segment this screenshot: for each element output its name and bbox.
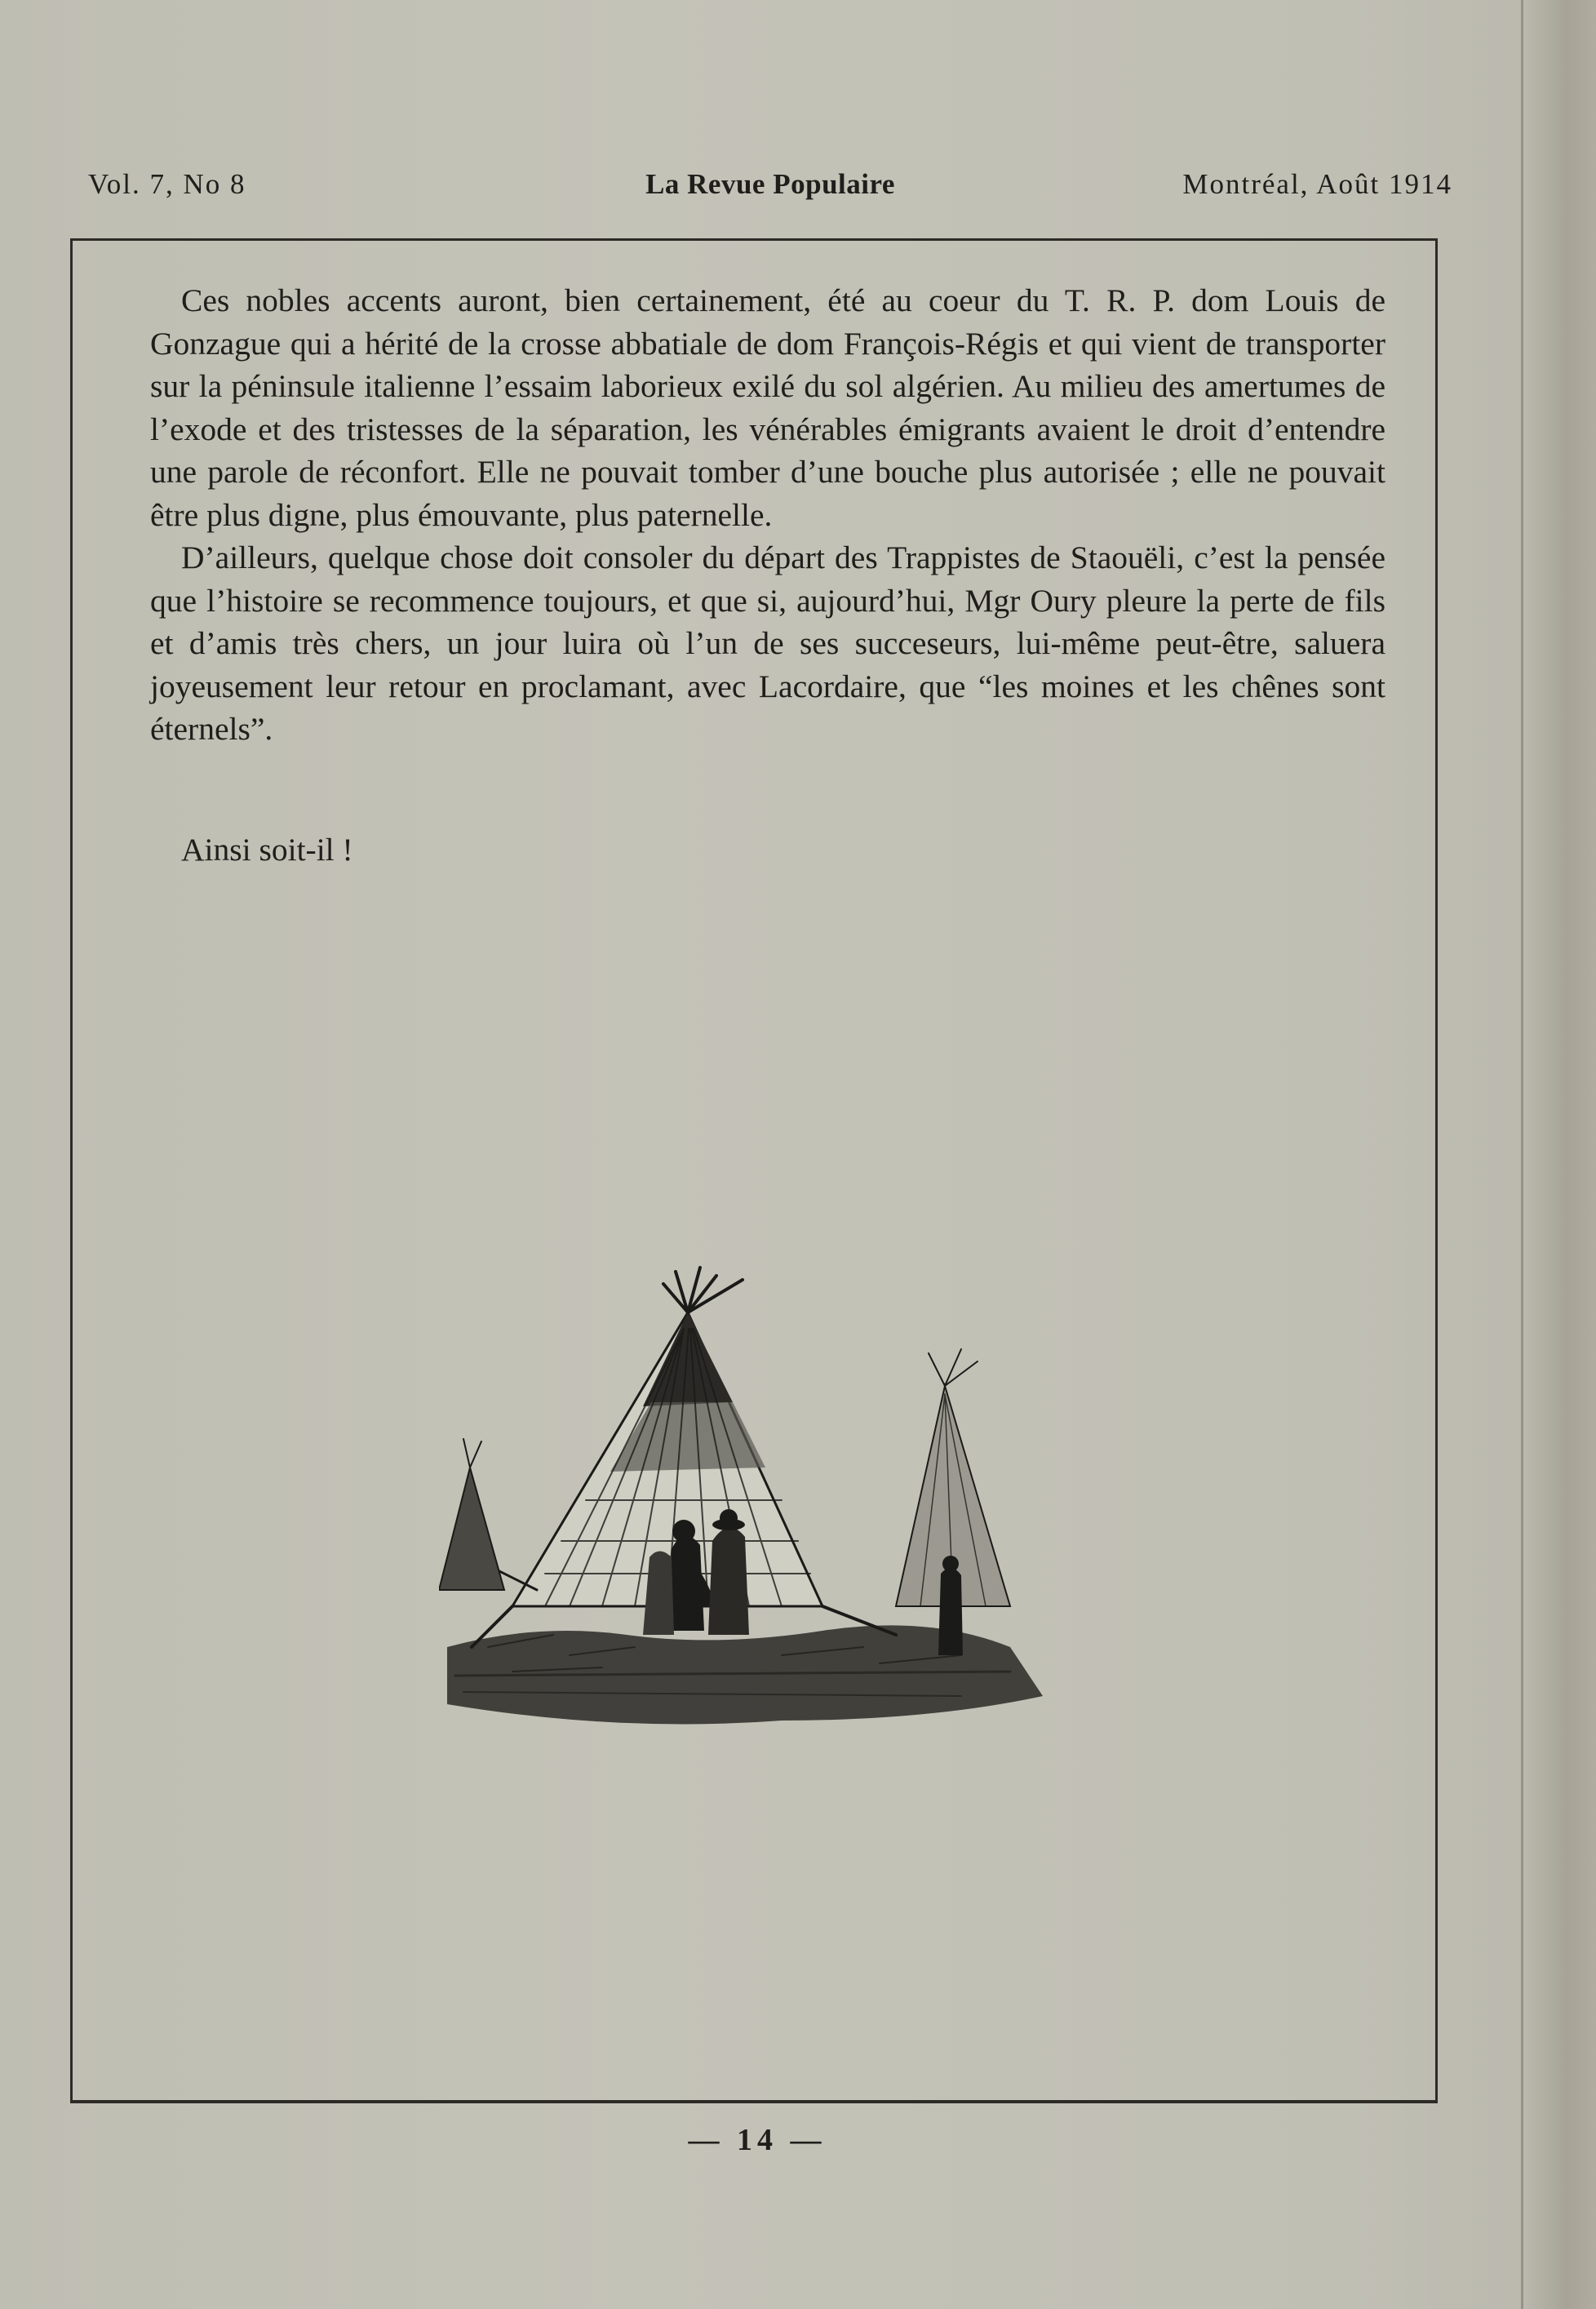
teepee-illustration-icon bbox=[439, 1263, 1059, 1752]
closing-line: Ainsi soit-il ! bbox=[181, 832, 353, 868]
paragraph-1: Ces nobles accents auront, bien certainement, été au coeur du T. R. P. dom Louis de Gonzague qui a hérité de la crosse abbatiale de dom François-Régis et qui vient de transporter sur la péninsule italienne l’essaim laborieux exilé du sol algérien. Au milieu des amertumes de l’exode et des tristesses de la séparation, les vénérables émigrants avaient le droit d’entendre une parole de réconfort. Elle ne pouvait tomber d’une bouche plus autorisée ; elle ne pouvait être plus digne, plus émouvante, plus paternelle. bbox=[150, 282, 1385, 533]
header-volume: Vol. 7, No 8 bbox=[88, 168, 246, 200]
page-number: — 14 — bbox=[688, 2123, 827, 2157]
paragraph-2: D’ailleurs, quelque chose doit consoler du départ des Trappistes de Staouëli, c’est la pensée que l’histoire se recommence toujours, et que si, aujourd’hui, Mgr Oury pleure la perte de fils et d’amis très chers, un jour luira où l’un de ses succeseurs, lui-même peut-être, saluera joyeusement leur retour en proclamant, avec Lacordaire, que “les moines et les chênes sont éternels”. bbox=[150, 540, 1385, 747]
page-spine-shadow bbox=[1523, 0, 1596, 2309]
binding-line bbox=[1521, 0, 1523, 2309]
article-text bbox=[150, 279, 1385, 751]
header-publication-title: La Revue Populaire bbox=[645, 168, 895, 200]
running-header bbox=[88, 168, 1452, 207]
header-place-date: Montréal, Août 1914 bbox=[1182, 168, 1452, 200]
